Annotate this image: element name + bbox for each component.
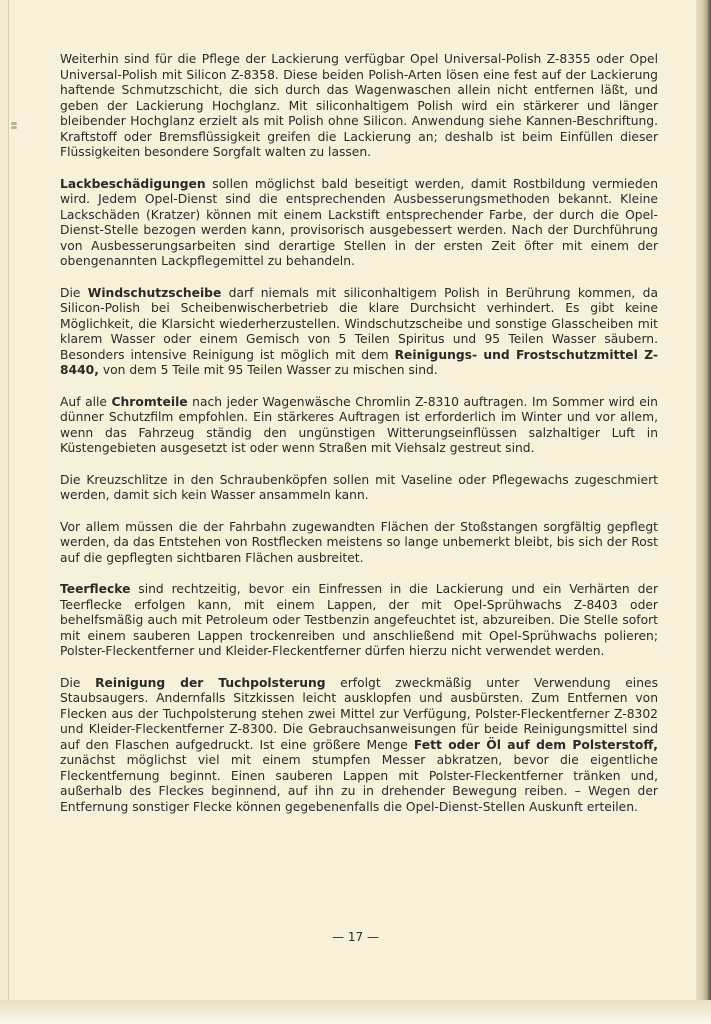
page-number: — 17 —	[332, 930, 379, 944]
text-run: erfolgt zweckmäßig unter Verwendung eines Staubsaugers. Andernfalls Sitzkissen leicht ausklopfen und ausbürsten. Zum Entfernen von Flecken aus der Tuchpolsterung stehen zwei Mittel zur Verfügung, Polster-Fleckentferner Z-8302 und Kleider-Fleckentferner Z-8300. Die Gebrauchsanweisungen für beide Reinigungsmittel sind auf den Flaschen aufgedruckt. Ist eine größere Menge	[60, 675, 658, 752]
bold-term: Reinigungs- und Frostschutzmittel Z-8440,	[60, 347, 658, 377]
text-run: Auf alle	[60, 394, 112, 409]
bold-term: Reinigung der Tuchpolsterung	[95, 675, 326, 690]
paragraph-1	[60, 52, 658, 161]
bottom-edge	[0, 1000, 711, 1024]
text-run: darf niemals mit siliconhaltigem Polish in Berührung kommen, da Silicon-Polish bei Scheibenwischerbetrieb die klare Durchsicht verhindert. Es gibt keine Möglichkeit, die Klarsicht wiederherzustellen. Windschutzscheibe und sonstige Glasscheiben mit klarem Wasser oder einem Gemisch von 5 Teilen Spiritus und 95 Teilen Wasser säubern. Besonders intensive Reinigung ist möglich mit dem	[60, 285, 658, 362]
bold-term: Windschutzscheibe	[87, 285, 222, 300]
text-run: zunächst möglichst viel mit einem stumpfen Messer abkratzen, bevor die eigentliche Fleckentfernung beginnt. Einen sauberen Lappen mit Polster-Fleckentferner tränken und, außerhalb des Fleckes beginnend, auf ihn zu in drehender Bewegung reiben. – Wegen der Entfernung sonstiger Flecke können gegebenenfalls die Opel-Dienst-Stellen Auskunft erteilen.	[60, 753, 658, 814]
text-run: Weiterhin sind für die Pflege der Lackierung verfügbar Opel Universal-Polish Z-8355 oder Opel Universal-Polish mit Silicon Z-8358. Diese beiden Polish-Arten lösen eine fest auf der Lackierung haftende Schmutzschicht, die sich durch das Wagenwaschen allein nicht entfernen läßt, und geben der Lackierung Hochglanz. Mit siliconhaltigem Polish wird ein stärkerer und länger bleibender Hochglanz erzielt als mit Polish ohne Silicon. Anwendung siehe Kannen-Beschriftung. Kraftstoff oder Bremsflüssigkeit greifen die Lackierung an; deshalb ist beim Einfüllen dieser Flüssigkeiten besondere Sorgfalt walten zu lassen.	[60, 52, 658, 159]
bold-term: Lackbeschädigungen	[60, 176, 206, 191]
paragraph-5	[60, 473, 658, 504]
text-run: sind rechtzeitig, bevor ein Einfressen in die Lackierung und ein Verhärten der Teerflecke erfolgen kann, mit einem Lappen, der mit Opel-Sprühwachs Z-8403 oder behelfsmäßig auch mit Petroleum oder Testbenzin angefeuchtet ist, abzureiben. Die Stelle sofort mit einem sauberen Lappen trockenreiben und anschließend mit Opel-Sprühwachs polieren; Polster-Fleckentferner und Kleider-Fleckentferner dürfen hierzu nicht verwendet werden.	[60, 582, 658, 658]
text-run: Die	[60, 675, 96, 690]
text-run: Vor allem müssen die der Fahrbahn zugewandten Flächen der Stoßstangen sorgfältig gepflegt werden, da das Entstehen von Rostflecken meistens so lange unbemerkt bleibt, bis sich der Rost auf die gepflegten sichtbaren Flächen ausbreitet.	[60, 519, 658, 565]
paragraph-7	[60, 582, 658, 660]
text-run: von dem 5 Teile mit 95 Teilen Wasser zu mischen sind.	[98, 363, 438, 377]
paragraph-2	[60, 177, 658, 270]
page-edge	[696, 0, 711, 1024]
paragraph-4	[60, 395, 658, 457]
text-run: Die Kreuzschlitze in den Schraubenköpfen sollen mit Vaseline oder Pflegewachs zugeschmiert werden, damit sich kein Wasser ansammeln kann.	[60, 472, 658, 502]
bold-term: Chromteile	[111, 394, 188, 409]
paragraph-6	[60, 520, 658, 567]
bold-term: Fett oder Öl auf dem Polsterstoff,	[413, 737, 658, 752]
paragraph-3	[60, 286, 658, 379]
bold-term: Teerflecke	[60, 582, 131, 596]
text-run: Die	[60, 285, 88, 300]
paragraph-8	[60, 676, 658, 816]
text-run: nach jeder Wagenwäsche Chromlin Z-8310 auftragen. Im Sommer wird ein dünner Schutzfilm empfohlen. Ein stärkeres Auftragen ist erforderlich im Winter und vor allem, wenn das Fahrzeug ständig den ungünstigen Witterungseinflüssen salzhaltiger Luft in Küstengebieten ausgesetzt ist oder wenn Straßen mit Viehsalz gestreut sind.	[60, 394, 658, 455]
text-run: sollen möglichst bald beseitigt werden, damit Rostbildung vermieden wird. Jedem Opel-Dienst sind die entsprechenden Ausbesserungsmethoden bekannt. Kleine Lackschäden (Kratzer) können mit einem Lackstift entsprechender Farbe, der durch die Opel-Dienst-Stelle bezogen werden kann, provisorisch ausgebessert werden. Nach der Durchführung von Ausbesserungsarbeiten sind derartige Stellen in der ersten Zeit öfter mit einem der obengenannten Lackpflegemittel zu behandeln.	[60, 176, 658, 268]
body-text	[60, 52, 658, 831]
